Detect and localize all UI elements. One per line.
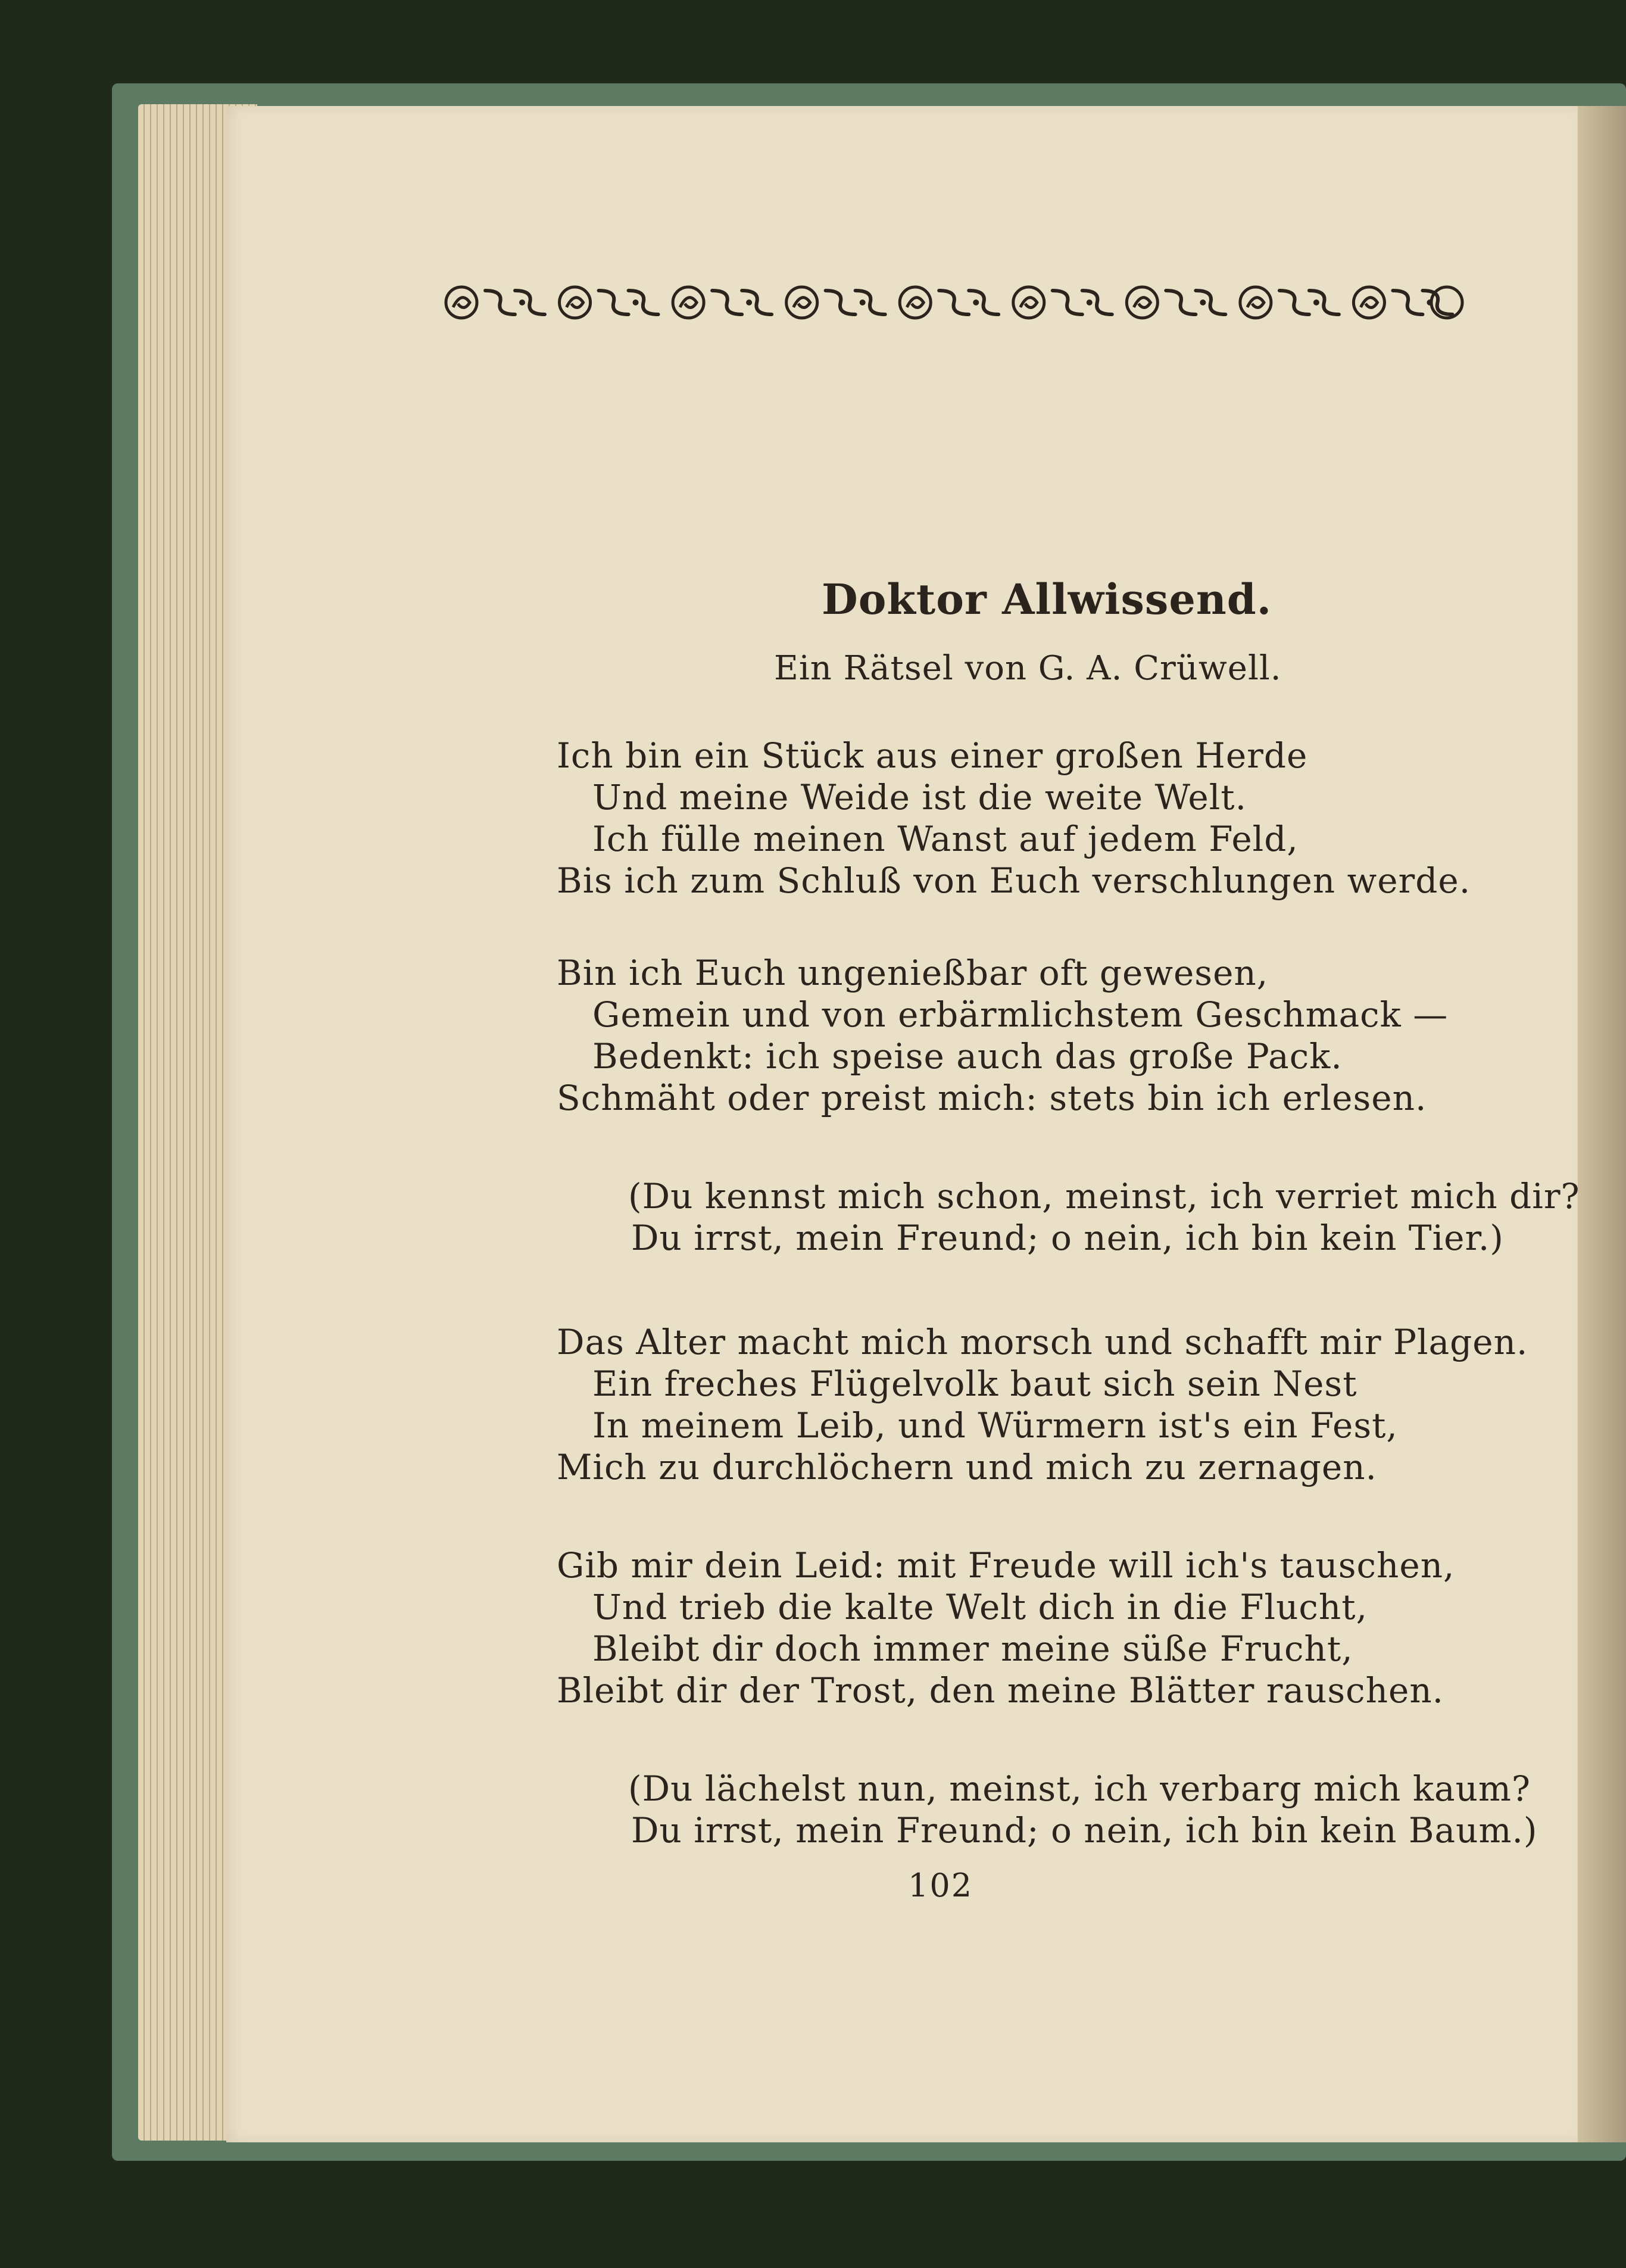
page-gutter (1578, 106, 1626, 2142)
ornament-motif (900, 287, 998, 318)
poem-line: Bin ich Euch ungenießbar oft gewesen, (557, 953, 1269, 993)
poem-line: Das Alter macht mich morsch und schafft mir Plagen. (557, 1322, 1528, 1362)
poem-line: Gemein und von erbärmlichstem Geschmack — (592, 994, 1449, 1035)
poem-line: Du irrst, mein Freund; o nein, ich bin kein Baum.) (631, 1810, 1538, 1851)
poem-line: Schmäht oder preist mich: stets bin ich erlesen. (557, 1078, 1427, 1118)
poem-line: (Du lächelst nun, meinst, ich verbarg mich kaum? (628, 1768, 1531, 1809)
ornament-motif (560, 287, 658, 318)
decorative-border-ornament (444, 273, 1465, 332)
poem-line: Du irrst, mein Freund; o nein, ich bin kein Tier.) (631, 1218, 1504, 1258)
poem-line: Und trieb die kalte Welt dich in die Flucht, (592, 1587, 1368, 1627)
poem-title: Doktor Allwissend. (822, 575, 1272, 624)
ornament-motif (1013, 287, 1112, 318)
poem-line: Ein freches Flügelvolk baut sich sein Nest (592, 1364, 1357, 1404)
ornament-motif (787, 287, 885, 318)
poem-line: Bis ich zum Schluß von Euch verschlungen werde. (557, 860, 1471, 901)
poem-line: In meinem Leib, und Würmern ist's ein Fest, (592, 1405, 1398, 1446)
page-number: 102 (908, 1867, 973, 1904)
poem-line: (Du kennst mich schon, meinst, ich verriet mich dir? (628, 1176, 1580, 1216)
poem-subtitle: Ein Rätsel von G. A. Crüwell. (774, 649, 1282, 688)
poem-line: Ich bin ein Stück aus einer großen Herde (557, 735, 1308, 776)
poem-line: Ich fülle meinen Wanst auf jedem Feld, (592, 819, 1299, 859)
ornament-motif (673, 287, 772, 318)
poem-line: Und meine Weide ist die weite Welt. (592, 777, 1247, 818)
poem-line: Bleibt dir der Trost, den meine Blätter rauschen. (557, 1670, 1444, 1711)
poem-line: Gib mir dein Leid: mit Freude will ich's tauschen, (557, 1545, 1455, 1586)
poem-line: Mich zu durchlöchern und mich zu zernagen. (557, 1447, 1377, 1487)
ornament-motif (1240, 287, 1339, 318)
poem-line: Bleibt dir doch immer meine süße Frucht, (592, 1629, 1353, 1669)
ornament-motif (1126, 287, 1225, 318)
poem-line: Bedenkt: ich speise auch das große Pack. (592, 1036, 1343, 1077)
ornament-motif (446, 287, 545, 318)
